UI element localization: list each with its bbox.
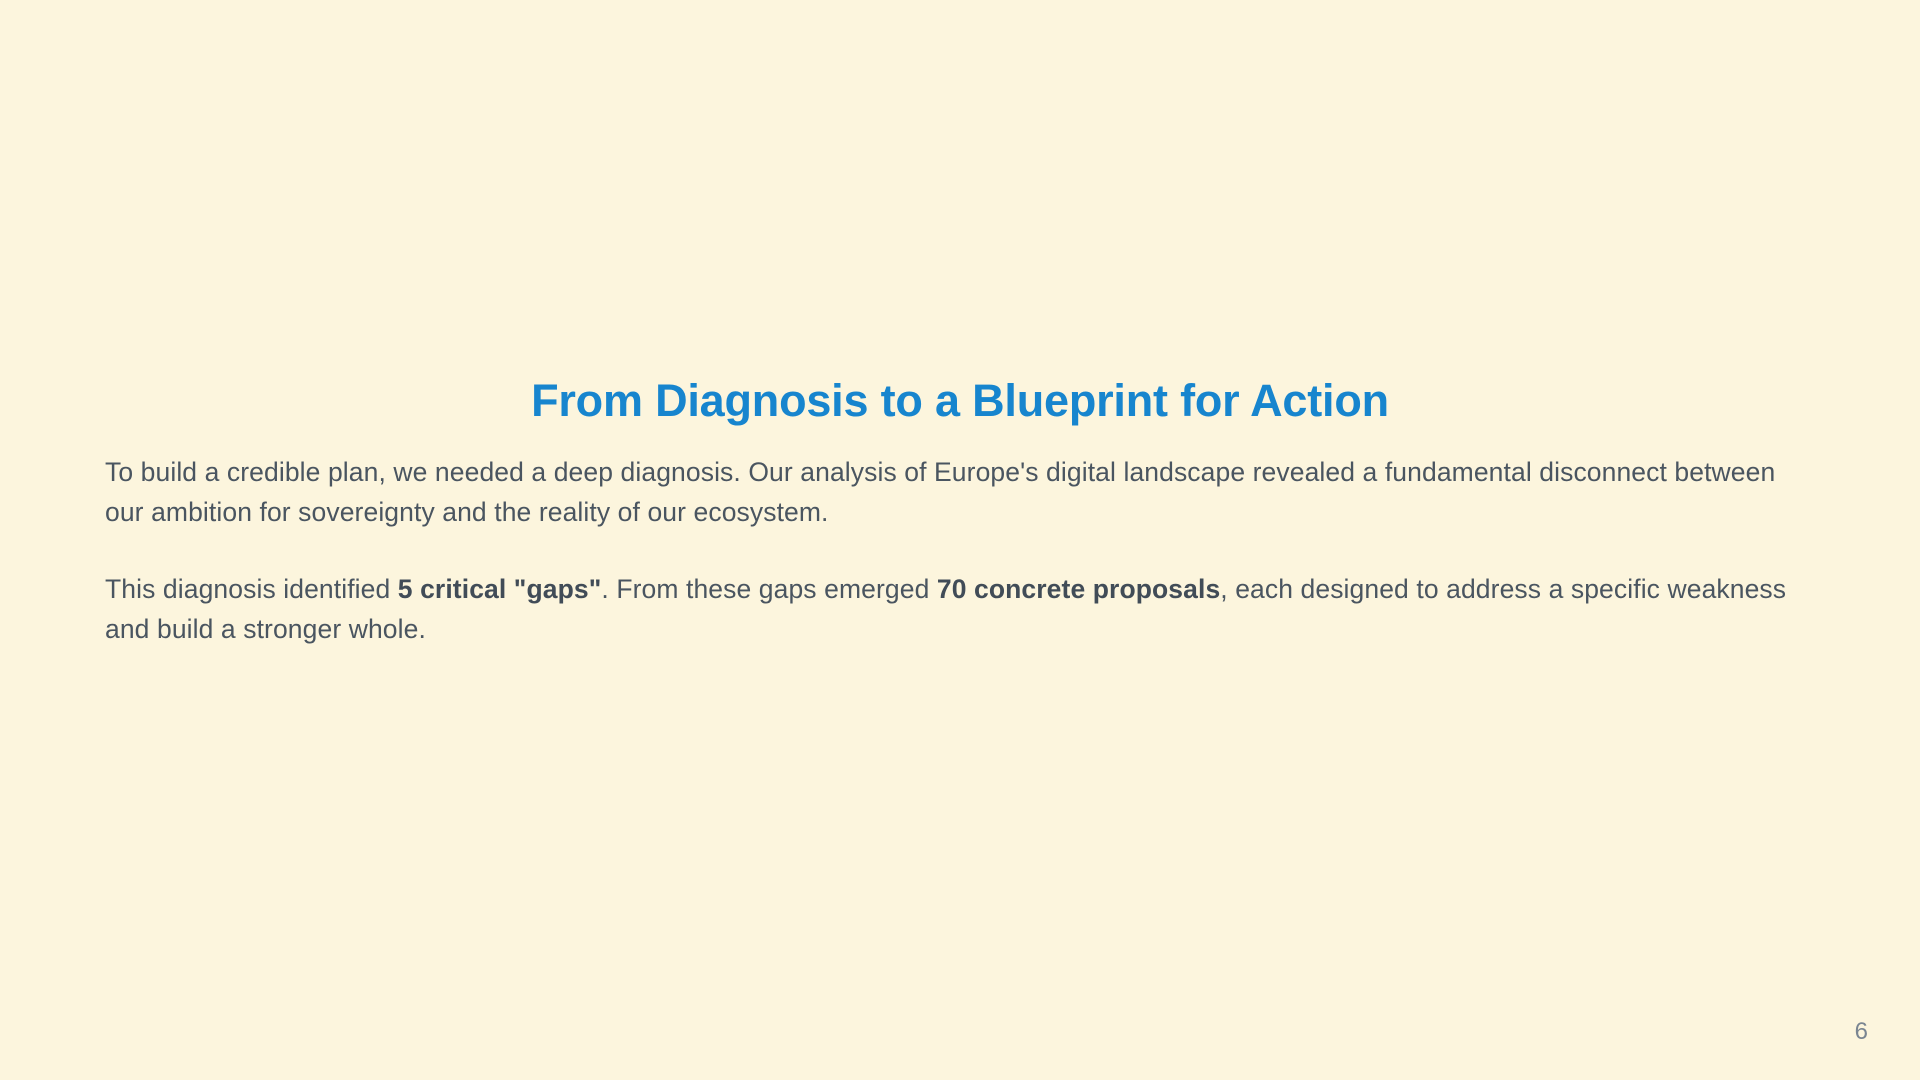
paragraph-2-emphasis-gaps: 5 critical "gaps" [397,573,602,604]
paragraph-2-emphasis-proposals: 70 concrete proposals [936,573,1221,604]
body-paragraph-2 [105,569,1820,650]
page-number: 6 [1854,1018,1868,1045]
slide-body [105,452,1820,649]
page-title: From Diagnosis to a Blueprint for Action [531,375,1389,427]
paragraph-2-text-2: . From these gaps emerged [601,573,937,604]
body-paragraph-1: To build a credible plan, we needed a deep diagnosis. Our analysis of Europe's digital landscape revealed a fundamental disconnect between our ambition for sovereignty and the reality of our ecosystem. [105,457,1776,528]
paragraph-2-text-3: , each designed to address a specific weakness and build a stronger whole. [105,573,1787,644]
paragraph-2-text-1: This diagnosis identified [105,573,398,604]
